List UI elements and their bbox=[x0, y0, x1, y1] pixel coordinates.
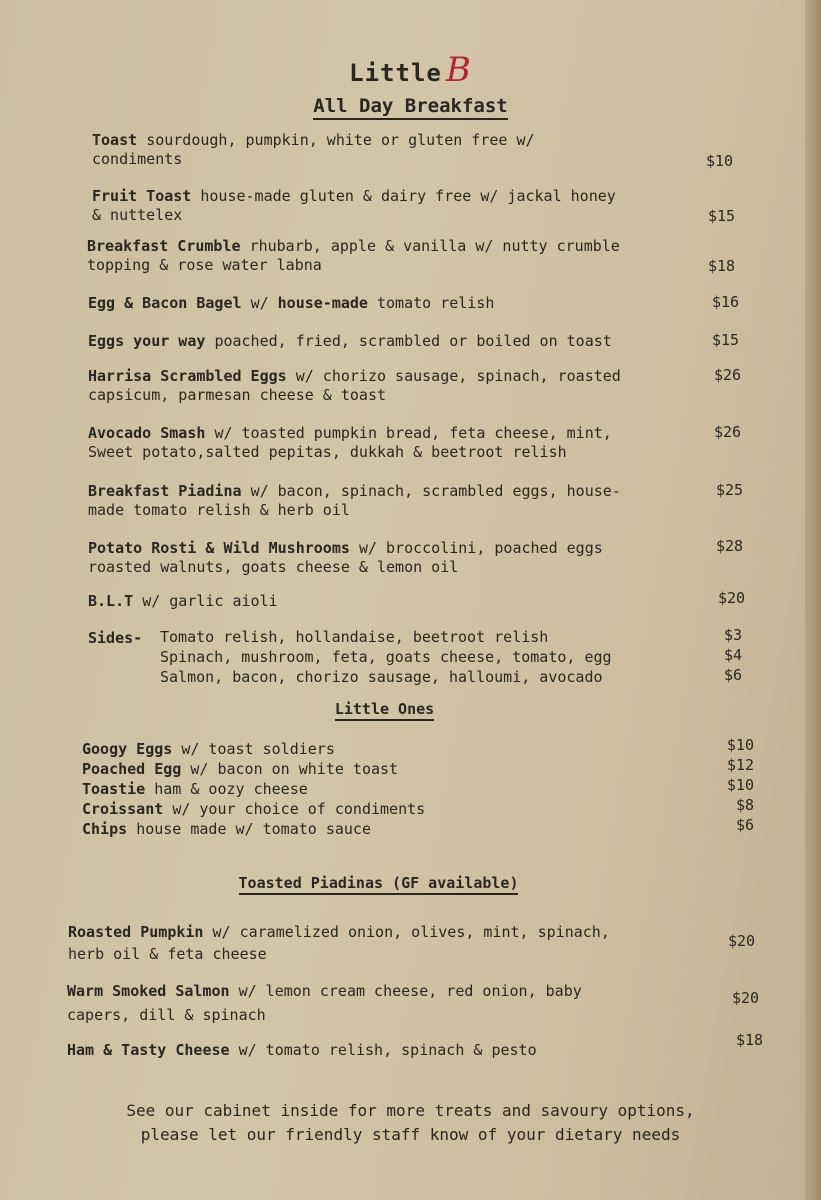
item-price: $20 bbox=[718, 589, 746, 607]
menu-item bbox=[82, 819, 425, 839]
menu-item bbox=[87, 237, 620, 275]
item-desc: w/ tomato relish, spinach & pesto bbox=[238, 1041, 537, 1059]
menu-item bbox=[88, 482, 621, 520]
item-price: $18 bbox=[736, 1031, 764, 1049]
item-price: $4 bbox=[723, 646, 742, 664]
item-desc: w/ bacon, spinach, scrambled eggs, house- bbox=[250, 482, 621, 500]
section-heading-breakfast: All Day Breakfast bbox=[0, 95, 821, 117]
item-price: $10 bbox=[706, 152, 734, 170]
item-price: $18 bbox=[708, 257, 736, 275]
item-name: Chips bbox=[82, 820, 128, 838]
item-name: Warm Smoked Salmon bbox=[67, 982, 230, 1000]
menu-item bbox=[88, 592, 278, 611]
item-price: $10 bbox=[726, 736, 754, 754]
item-price: $28 bbox=[716, 537, 744, 555]
item-price: $3 bbox=[723, 626, 742, 644]
item-desc: sourdough, pumpkin, white or gluten free w/ bbox=[146, 131, 535, 149]
item-desc: w/ broccolini, poached eggs bbox=[358, 539, 603, 557]
brand-name: Little bbox=[349, 59, 442, 87]
item-price: $8 bbox=[735, 796, 754, 814]
item-desc: w/ lemon cream cheese, red onion, baby bbox=[238, 982, 582, 1000]
sides-prices bbox=[722, 625, 742, 685]
menu-item bbox=[88, 424, 612, 462]
section-heading-piadinas: Toasted Piadinas (GF available) bbox=[0, 874, 789, 892]
menu-item bbox=[68, 921, 610, 965]
menu-item bbox=[92, 187, 616, 225]
item-name: Egg & Bacon Bagel bbox=[88, 294, 242, 312]
item-price: $6 bbox=[735, 816, 754, 834]
sides-label: Sides- bbox=[88, 629, 143, 647]
side-row: Spinach, mushroom, feta, goats cheese, tomato, egg bbox=[160, 648, 612, 666]
item-name: Harrisa Scrambled Eggs bbox=[88, 367, 287, 385]
item-desc: capsicum, parmesan cheese & toast bbox=[88, 386, 387, 404]
item-desc: w/ caramelized onion, olives, mint, spinach, bbox=[212, 923, 610, 941]
item-name: B.L.T bbox=[88, 592, 134, 610]
item-price: $16 bbox=[712, 293, 740, 311]
item-price: $20 bbox=[732, 989, 760, 1007]
menu-item bbox=[88, 294, 494, 313]
section-heading-little-ones: Little Ones bbox=[0, 700, 795, 718]
item-desc: house-made gluten & dairy free w/ jackal honey bbox=[200, 187, 616, 205]
footer-line: please let our friendly staff know of your dietary needs bbox=[140, 1125, 681, 1144]
item-desc: herb oil & feta cheese bbox=[68, 945, 267, 963]
item-desc: w/ toast soldiers bbox=[181, 740, 335, 758]
item-price: $25 bbox=[716, 481, 744, 499]
item-price: $26 bbox=[714, 423, 742, 441]
item-desc: w/ your choice of condiments bbox=[172, 800, 426, 818]
item-desc: rhubarb, apple & vanilla w/ nutty crumble bbox=[249, 237, 620, 255]
item-desc: condiments bbox=[92, 150, 183, 168]
little-ones-list bbox=[82, 739, 425, 839]
item-name: Toast bbox=[92, 131, 138, 149]
menu-item bbox=[88, 332, 612, 351]
footer-line: See our cabinet inside for more treats and savoury options, bbox=[126, 1101, 695, 1120]
item-desc: ham & oozy cheese bbox=[154, 780, 308, 798]
item-name: Toastie bbox=[82, 780, 146, 798]
item-desc: w/ bbox=[250, 294, 269, 312]
item-name: Avocado Smash bbox=[88, 424, 206, 442]
brand-logo: B bbox=[445, 50, 472, 90]
item-desc: capers, dill & spinach bbox=[67, 1006, 266, 1024]
sides-list bbox=[160, 627, 612, 687]
item-name: Potato Rosti & Wild Mushrooms bbox=[88, 539, 350, 557]
item-desc: made tomato relish & herb oil bbox=[88, 501, 350, 519]
item-name: Ham & Tasty Cheese bbox=[67, 1041, 230, 1059]
item-name: Eggs your way bbox=[88, 332, 206, 350]
little-ones-prices bbox=[716, 735, 754, 835]
page-edge bbox=[805, 0, 821, 1200]
item-price: $15 bbox=[708, 207, 736, 225]
item-name: Fruit Toast bbox=[92, 187, 192, 205]
menu-item bbox=[92, 131, 535, 169]
item-price: $20 bbox=[728, 932, 756, 950]
item-price: $15 bbox=[712, 331, 740, 349]
item-desc: poached, fried, scrambled or boiled on toast bbox=[214, 332, 612, 350]
item-desc: w/ garlic aioli bbox=[142, 592, 278, 610]
menu-item bbox=[82, 779, 425, 799]
footer-note bbox=[0, 1099, 821, 1147]
item-desc: w/ bacon on white toast bbox=[190, 760, 399, 778]
item-name: Breakfast Piadina bbox=[88, 482, 242, 500]
item-price: $12 bbox=[726, 756, 754, 774]
item-desc-bold: house-made bbox=[277, 294, 368, 312]
side-row: Salmon, bacon, chorizo sausage, halloumi, avocado bbox=[160, 668, 603, 686]
item-name: Googy Eggs bbox=[82, 740, 173, 758]
menu-item bbox=[88, 367, 621, 405]
item-name: Breakfast Crumble bbox=[87, 237, 241, 255]
menu-item bbox=[67, 979, 582, 1027]
menu-item bbox=[82, 759, 425, 779]
item-desc: roasted walnuts, goats cheese & lemon oil bbox=[88, 558, 459, 576]
item-price: $6 bbox=[723, 666, 742, 684]
item-desc: house made w/ tomato sauce bbox=[136, 820, 371, 838]
page-title bbox=[0, 50, 821, 90]
item-name: Poached Egg bbox=[82, 760, 182, 778]
item-desc: & nuttelex bbox=[92, 206, 183, 224]
menu-item bbox=[82, 799, 425, 819]
item-name: Croissant bbox=[82, 800, 164, 818]
menu-item bbox=[82, 739, 425, 759]
item-desc: w/ chorizo sausage, spinach, roasted bbox=[295, 367, 621, 385]
item-desc: tomato relish bbox=[377, 294, 495, 312]
item-desc: w/ toasted pumpkin bread, feta cheese, mint, bbox=[214, 424, 612, 442]
menu-item bbox=[88, 539, 603, 577]
item-price: $26 bbox=[714, 366, 742, 384]
item-desc: topping & rose water labna bbox=[87, 256, 322, 274]
menu-item bbox=[67, 1041, 537, 1060]
item-desc: Sweet potato,salted pepitas, dukkah & beetroot relish bbox=[88, 443, 567, 461]
item-name: Roasted Pumpkin bbox=[68, 923, 204, 941]
item-price: $10 bbox=[726, 776, 754, 794]
side-row: Tomato relish, hollandaise, beetroot relish bbox=[160, 628, 549, 646]
